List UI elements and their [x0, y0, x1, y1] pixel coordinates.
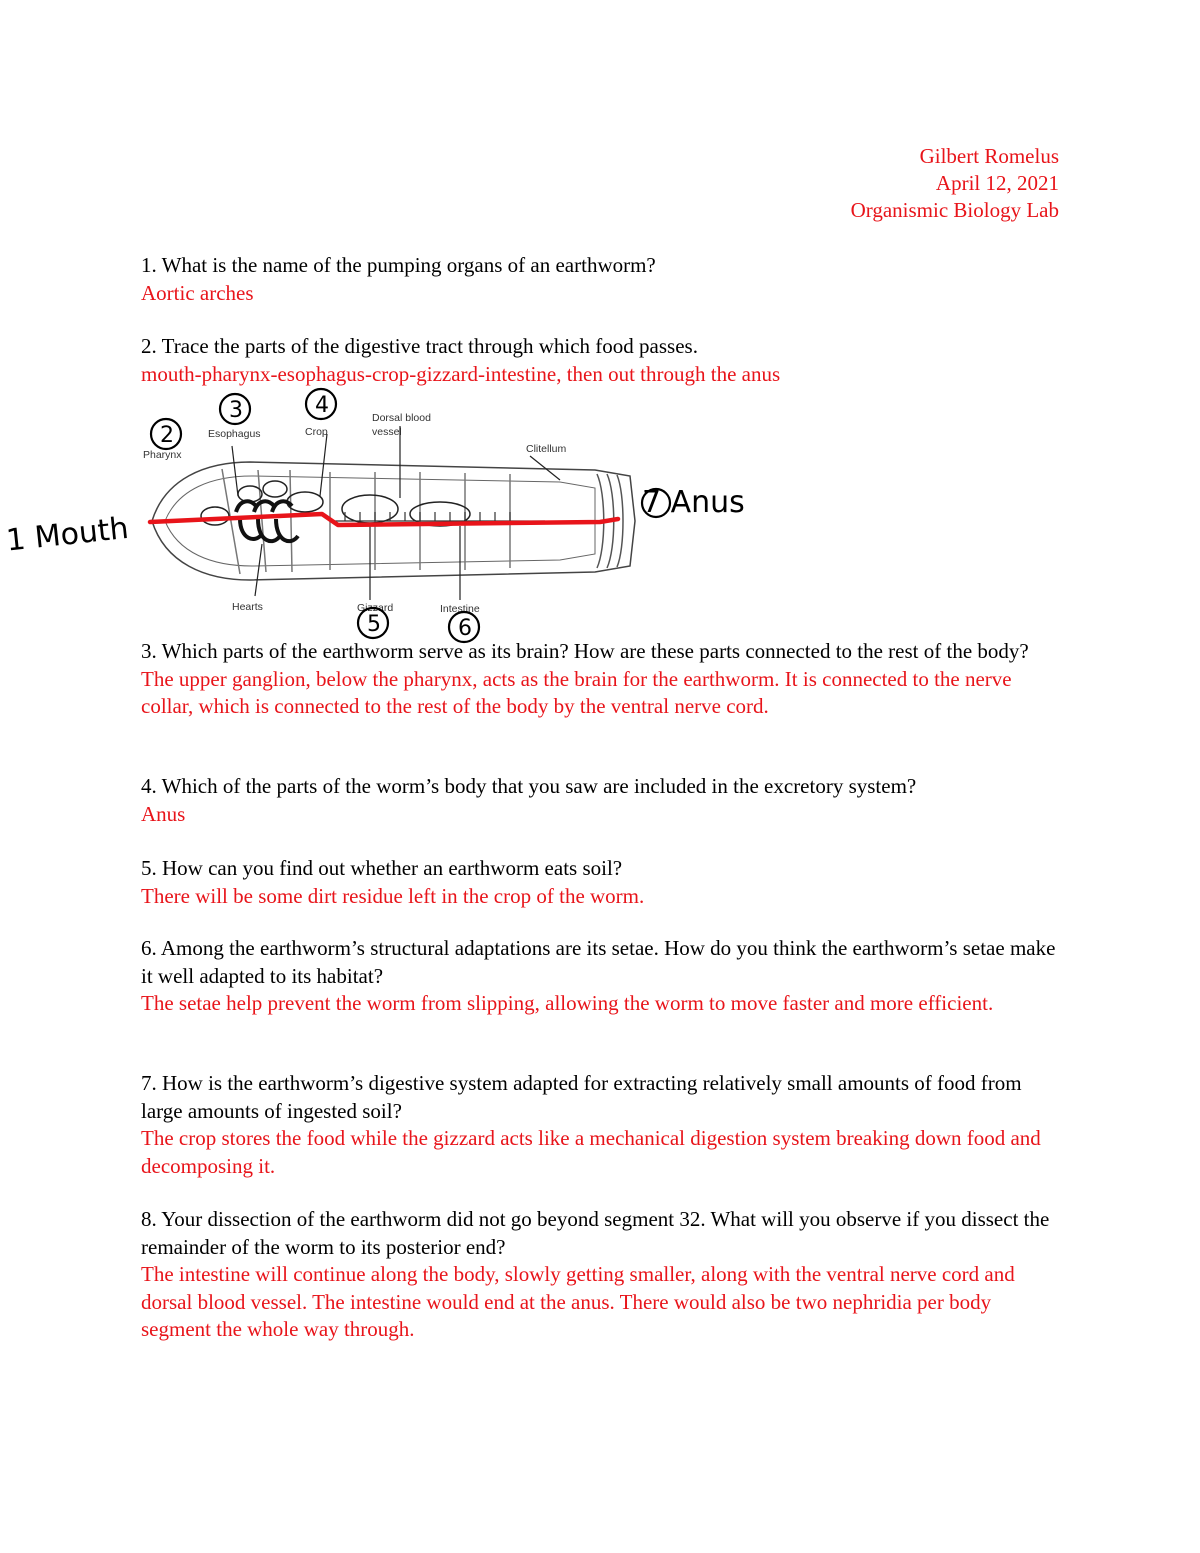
label-vessel: vessel	[372, 426, 402, 438]
label-intestine: Intestine	[440, 603, 480, 615]
label-esophagus: Esophagus	[208, 428, 261, 440]
answer-text: mouth-pharynx-esophagus-crop-gizzard-intestine, then out through the anus	[141, 361, 781, 386]
course-name: Organismic Biology Lab	[850, 198, 1059, 222]
handwritten-number-2: 2	[160, 423, 174, 448]
question-text: 1. What is the name of the pumping organs of an earthworm?	[141, 253, 656, 277]
question-text: 5. How can you find out whether an earthworm eats soil?	[141, 856, 623, 880]
question-text: 8. Your dissection of the earthworm did not go beyond segment 32. What will you observe if you dissect the remainder of the worm to its posterior end?	[141, 1207, 1050, 1259]
question-text: 4. Which of the parts of the worm’s body that you saw are included in the excretory system?	[141, 774, 917, 798]
handwritten-number-4: 4	[315, 393, 329, 418]
answer-text: The upper ganglion, below the pharynx, acts as the brain for the earthworm. It is connected to the nerve collar, which is connected to the rest of the body by the ventral nerve cord.	[141, 666, 1012, 718]
handwritten-mouth-label: 1 Mouth	[4, 510, 131, 559]
question-block-2	[141, 333, 1066, 388]
author-name: Gilbert Romelus	[919, 144, 1059, 168]
document-header	[851, 143, 1059, 224]
answer-text: Aortic arches	[141, 280, 254, 305]
label-clitellum: Clitellum	[526, 443, 567, 455]
question-text: 6. Among the earthworm’s structural adaptations are its setae. How do you think the earthworm’s setae make it well adapted to its habitat?	[141, 936, 1056, 988]
answer-text: The setae help prevent the worm from slipping, allowing the worm to move faster and more efficient.	[141, 991, 994, 1015]
handwritten-number-3: 3	[229, 398, 243, 423]
label-pharynx: Pharynx	[143, 449, 182, 461]
answer-text: Anus	[141, 801, 186, 826]
label-gizzard: Gizzard	[357, 602, 394, 614]
answer-text: The crop stores the food while the gizzard acts like a mechanical digestion system breaking down food and decomposing it.	[141, 1126, 1041, 1178]
earthworm-diagram	[0, 384, 800, 646]
question-block-3	[141, 638, 1066, 721]
question-text: 2. Trace the parts of the digestive tract through which food passes.	[141, 334, 698, 358]
question-text: 3. Which parts of the earthworm serve as its brain? How are these parts connected to the rest of the body?	[141, 639, 1029, 663]
document-date: April 12, 2021	[935, 171, 1059, 195]
question-block-8	[141, 1206, 1066, 1344]
question-block-1	[141, 252, 1066, 307]
label-dorsal-blood: Dorsal blood	[372, 412, 431, 424]
question-block-5	[141, 855, 1066, 910]
label-crop: Crop	[305, 426, 328, 438]
digestive-path-line	[150, 514, 618, 525]
question-text: 7. How is the earthworm’s digestive system adapted for extracting relatively small amounts of food from large amounts of ingested soil?	[141, 1071, 1022, 1123]
question-block-4	[141, 773, 1066, 828]
question-block-6	[141, 935, 1066, 1018]
label-hearts: Hearts	[232, 601, 263, 613]
intestine-branches	[330, 512, 545, 521]
handwritten-anus-label: 7 Anus	[642, 485, 745, 520]
answer-text: The intestine will continue along the body, slowly getting smaller, along with the ventral nerve cord and dorsal blood vessel. The intestine would end at the anus. There would also be two nephridia per body segment the whole way through.	[141, 1262, 1015, 1341]
handwritten-number-6: 6	[458, 616, 472, 641]
answer-text: There will be some dirt residue left in the crop of the worm.	[141, 883, 645, 908]
handwritten-number-5: 5	[367, 612, 381, 637]
question-block-7	[141, 1070, 1066, 1180]
